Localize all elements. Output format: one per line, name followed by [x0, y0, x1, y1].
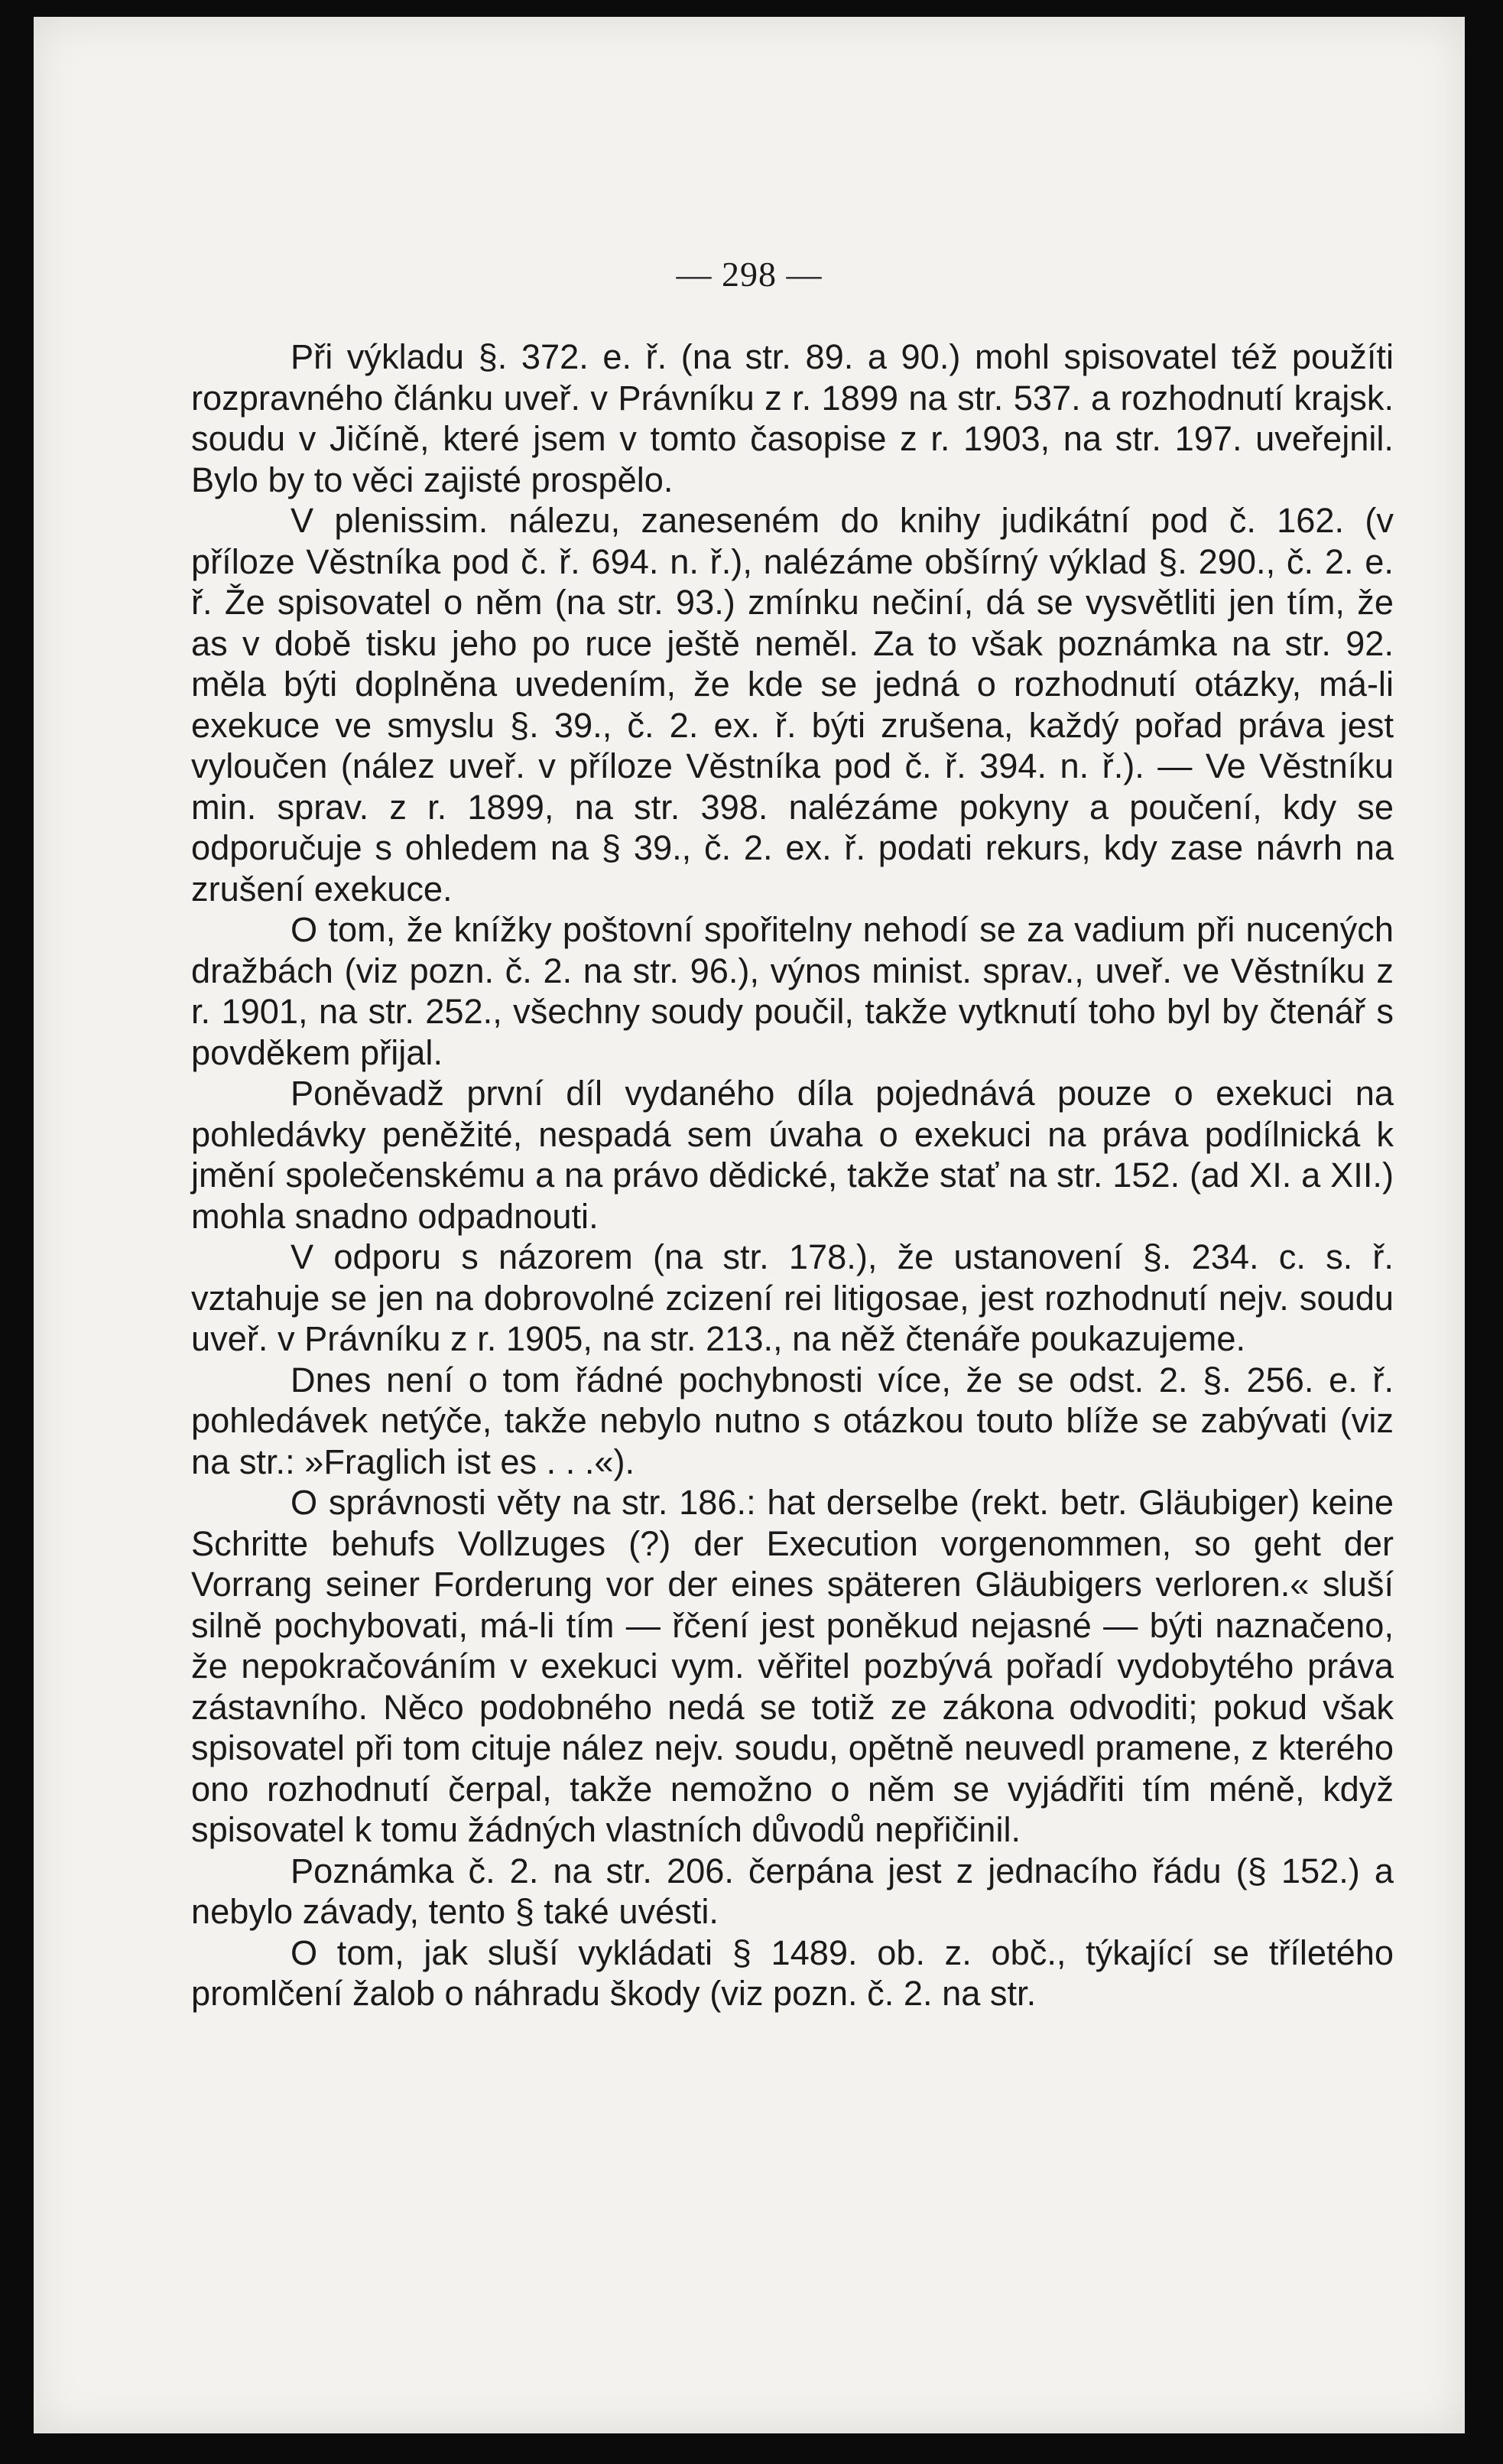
paragraph-7: O správnosti věty na str. 186.: hat derselbe (rekt. betr. Gläubiger) keine Schritte behufs Vollzuges (?) der Execution vorgenommen, so geht der Vorrang seiner Forderung vor der eines späteren Gläubigers verloren.« sluší silně pochybovati, má-li tím — řčení jest poněkud nejasné — býti naznačeno, že nepokračováním v exekuci vym. věřitel pozbývá pořadí vydobytého práva zástavního. Něco podobného nedá se totiž ze zákona odvoditi; pokud však spisovatel při tom cituje nález nejv. soudu, opětně neuvedl pramene, z kterého ono rozhodnutí čerpal, takže nemožno o něm se vyjádřiti tím méně, když spisovatel k tomu žádných vlastních důvodů nepřičinil.	[191, 1483, 1394, 1849]
paragraph-6: Dnes není o tom řádné pochybnosti více, že se odst. 2. §. 256. e. ř. pohledávek netýče, takže nebylo nutno s otázkou touto blíže se zabývati (viz na str.: »Fraglich ist es . . .«).	[191, 1360, 1394, 1481]
paragraph-1: Při výkladu §. 372. e. ř. (na str. 89. a 90.) mohl spisovatel též použíti rozpravného článku uveř. v Právníku z r. 1899 na str. 537. a rozhodnutí krajsk. soudu v Jičíně, které jsem v tomto časopise z r. 1903, na str. 197. uveřejnil. Bylo by to věci zajisté prospělo.	[191, 337, 1394, 499]
paragraph-4: Poněvadž první díl vydaného díla pojednává pouze o exekuci na pohledávky peněžité, nespadá sem úvaha o exekuci na práva podílnická k jmění společenskému a na právo dědické, takže stať na str. 152. (ad XI. a XII.) mohla snadno odpadnouti.	[191, 1074, 1394, 1236]
paragraph-2: V plenissim. nálezu, zaneseném do knihy judikátní pod č. 162. (v příloze Věstníka pod č. ř. 694. n. ř.), nalézáme obšírný výklad §. 290., č. 2. e. ř. Že spisovatel o něm (na str. 93.) zmínku nečiní, dá se vysvětliti jen tím, že as v době tisku jeho po ruce ještě neměl. Za to však poznámka na str. 92. měla býti doplněna uvedením, že kde se jedná o rozhodnutí otázky, má-li exekuce ve smyslu §. 39., č. 2. ex. ř. býti zrušena, každý pořad práva jest vyloučen (nález uveř. v příloze Věstníka pod č. ř. 394. n. ř.). — Ve Věstníku min. sprav. z r. 1899, na str. 398. nalézáme pokyny a poučení, kdy se odporučuje s ohledem na § 39., č. 2. ex. ř. podati rekurs, kdy zase návrh na zrušení exekuce.	[191, 501, 1394, 909]
body-text	[191, 336, 1394, 2014]
paragraph-8: Poznámka č. 2. na str. 206. čerpána jest z jednacího řádu (§ 152.) a nebylo závady, tento § také uvésti.	[191, 1851, 1394, 1931]
book-page	[34, 17, 1465, 2433]
paragraph-5: V odporu s názorem (na str. 178.), že ustanovení §. 234. c. s. ř. vztahuje se jen na dobrovolné zcizení rei litigosae, jest rozhodnutí nejv. soudu uveř. v Právníku z r. 1905, na str. 213., na něž čtenáře poukazujeme.	[191, 1237, 1394, 1358]
paragraph-3: O tom, že knížky poštovní spořitelny nehodí se za vadium při nucených dražbách (viz pozn. č. 2. na str. 96.), výnos minist. sprav., uveř. ve Věstníku z r. 1901, na str. 252., všechny soudy poučil, takže vytknutí toho byl by čtenář s povděkem přijal.	[191, 910, 1394, 1072]
paragraph-9: O tom, jak sluší vykládati § 1489. ob. z. obč., týkající se tříletého promlčení žalob o náhradu škody (viz pozn. č. 2. na str.	[191, 1933, 1394, 2013]
page-number: — 298 —	[676, 255, 823, 294]
